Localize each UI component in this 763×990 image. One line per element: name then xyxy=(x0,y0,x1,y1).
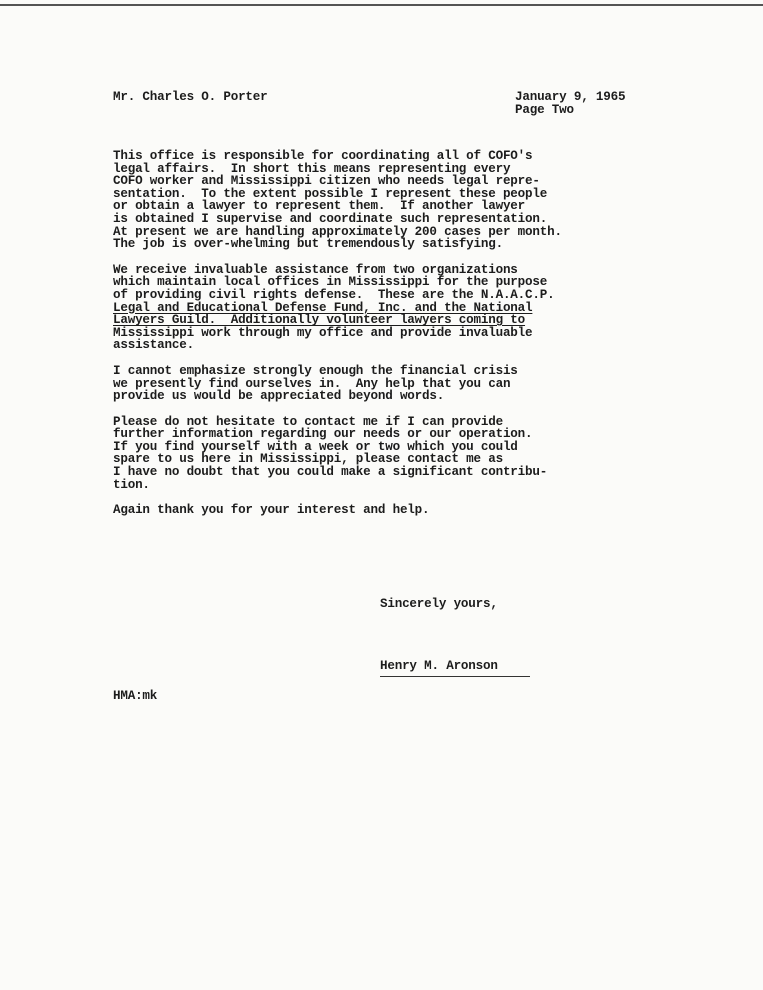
text-line: we presently find ourselves in. Any help that you can xyxy=(113,376,511,391)
text-line: or obtain a lawyer to represent them. If another lawyer xyxy=(113,199,526,214)
text-line: COFO worker and Mississippi citizen who needs legal repre- xyxy=(113,174,540,189)
text-line: I cannot emphasize strongly enough the financial crisis xyxy=(113,363,518,378)
text-line: provide us would be appreciated beyond words. xyxy=(113,389,445,404)
letter-date: January 9, 1965 xyxy=(515,90,626,104)
text-line: Please do not hesitate to contact me if I can provide xyxy=(113,414,503,429)
addressee: Mr. Charles O. Porter xyxy=(113,90,268,104)
text-line: spare to us here in Mississippi, please contact me as xyxy=(113,452,503,467)
text-line: At present we are handling approximately 200 cases per month. xyxy=(113,224,562,239)
text-line: If you find yourself with a week or two which you could xyxy=(113,439,518,454)
text-line: Mississippi work through my office and provide invaluable xyxy=(113,325,533,340)
text-line-underlined: Legal and Educational Defense Fund, Inc. and the National xyxy=(113,300,533,315)
text-line: is obtained I supervise and coordinate such representation. xyxy=(113,211,548,226)
signer-name: Henry M. Aronson xyxy=(380,659,498,673)
text-line: Again thank you for your interest and help. xyxy=(113,503,430,518)
signature-underline xyxy=(380,676,530,677)
text-line: assistance. xyxy=(113,338,194,353)
text-line: further information regarding our needs or our operation. xyxy=(113,427,533,442)
text-line: legal affairs. In short this means representing every xyxy=(113,161,511,176)
text-line: sentation. To the extent possible I represent these people xyxy=(113,186,548,201)
typist-initials: HMA:mk xyxy=(113,689,158,703)
text-line: of providing civil rights defense. These are the N.A.A.C.P. xyxy=(113,287,555,302)
text-line: tion. xyxy=(113,477,150,492)
text-line: The job is over-whelming but tremendously satisfying. xyxy=(113,237,503,252)
text-line: which maintain local offices in Mississippi for the purpose xyxy=(113,275,548,290)
text-line: This office is responsible for coordinating all of COFO's xyxy=(113,149,533,163)
closing: Sincerely yours, xyxy=(380,597,498,611)
text-line-underlined: Lawyers Guild. Additionally volunteer lawyers coming to xyxy=(113,313,526,328)
page-number: Page Two xyxy=(515,102,574,117)
text-line: I have no doubt that you could make a significant contribu- xyxy=(113,465,548,480)
text-line: We receive invaluable assistance from two organizations xyxy=(113,262,518,277)
